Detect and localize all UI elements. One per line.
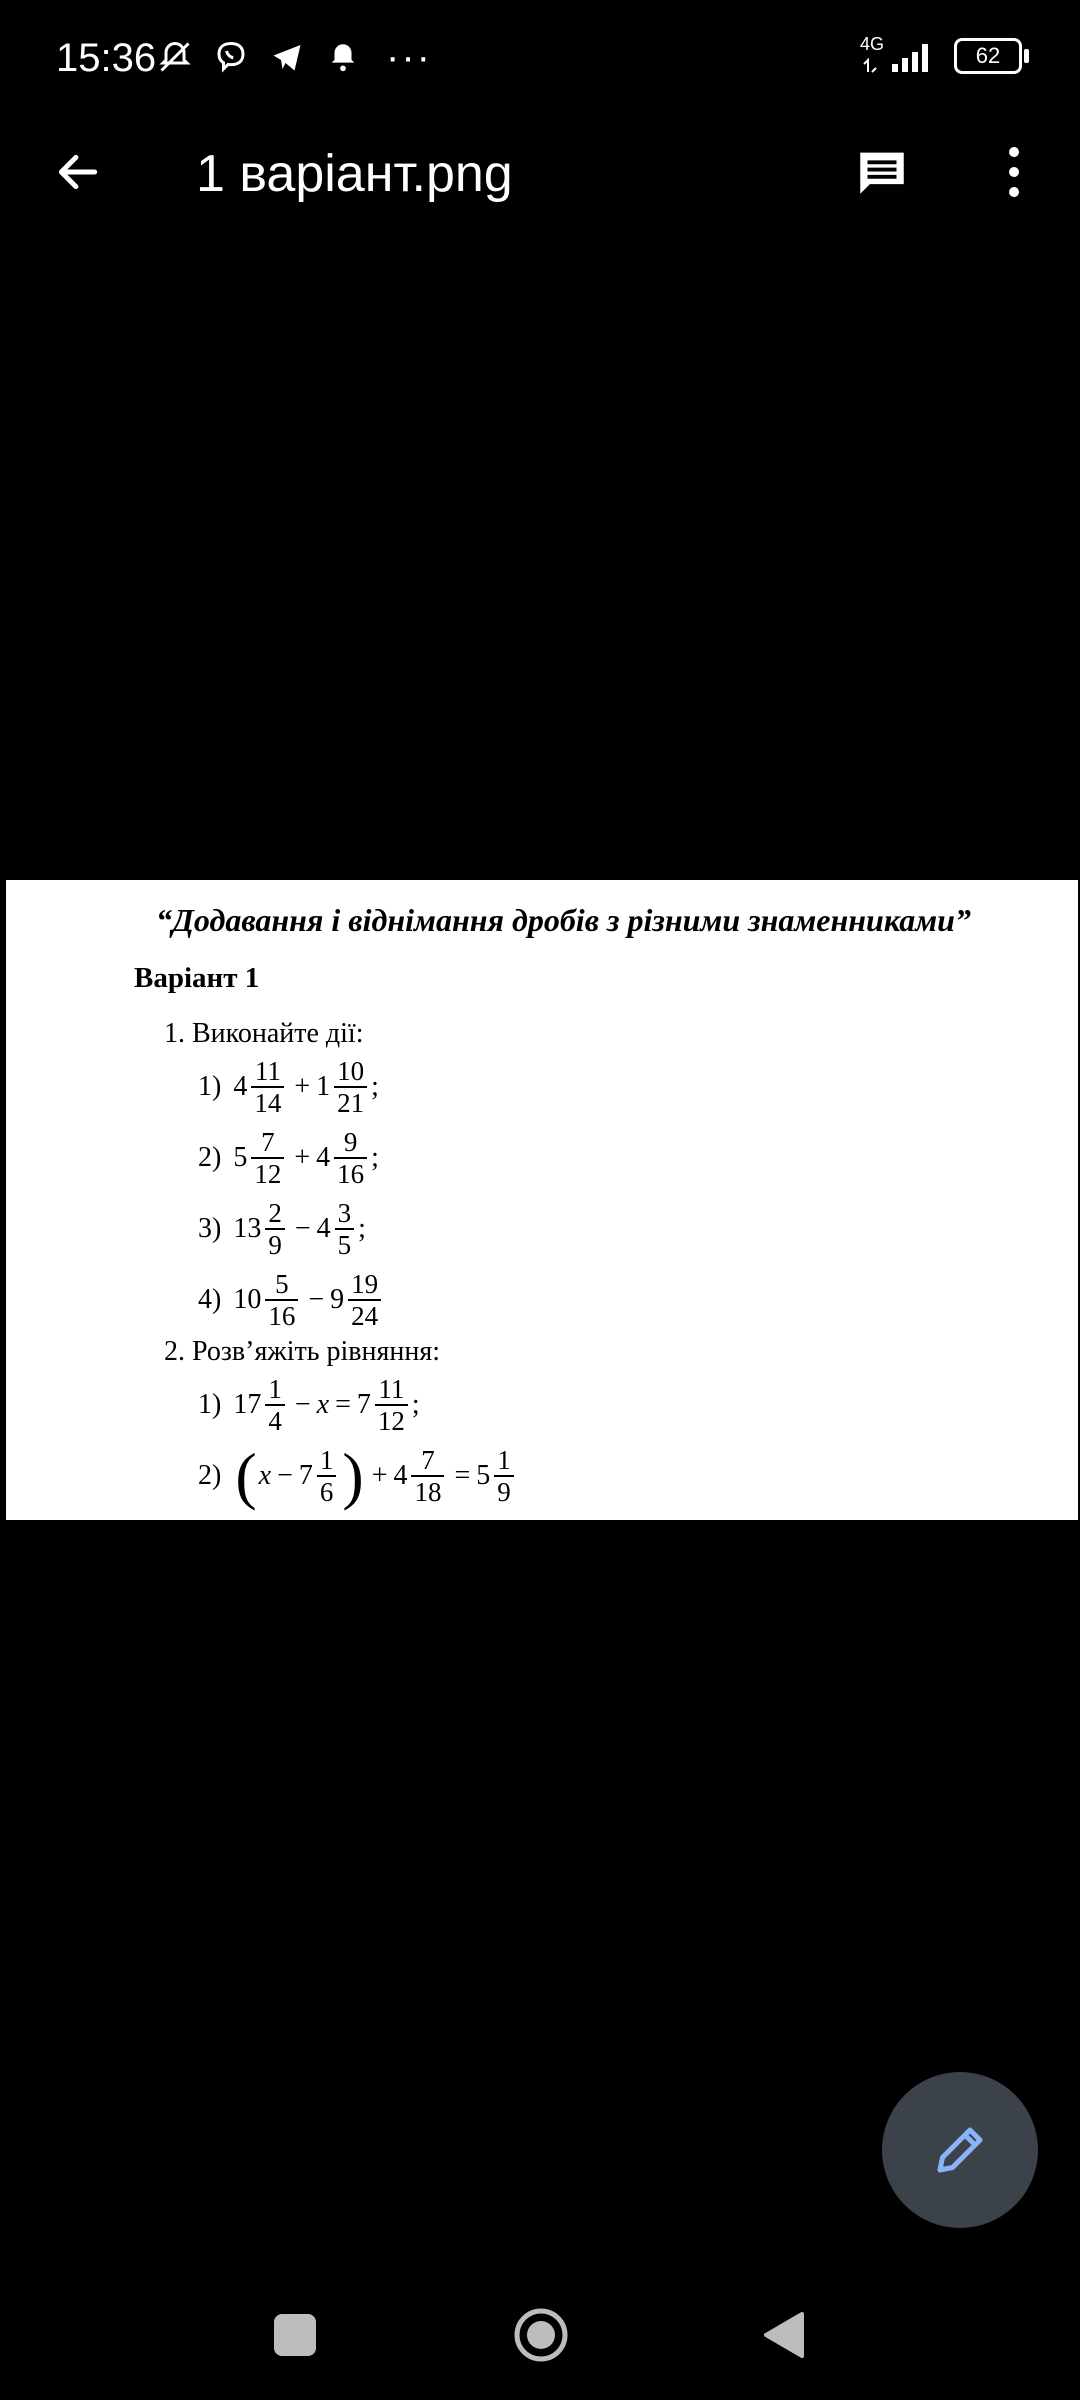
document-title: “Додавання і віднімання дробів з різними знаменниками” <box>156 902 971 938</box>
home-button[interactable] <box>514 2308 568 2362</box>
more-options-button[interactable] <box>984 136 1044 208</box>
status-bar <box>0 0 1080 120</box>
task-1-heading: 1. Виконайте дії: <box>164 1018 364 1049</box>
comment-icon <box>853 143 911 201</box>
navigation-bar <box>0 2280 1080 2400</box>
viber-icon <box>210 36 252 78</box>
battery-icon <box>954 38 1022 74</box>
more-vert-icon <box>1006 146 1022 198</box>
triangle-back-icon <box>760 2310 806 2360</box>
variant-heading: Варіант 1 <box>134 962 260 994</box>
task-2-heading: 2. Розв’яжіть рівняння: <box>164 1336 440 1367</box>
expression-1: 1) 4 $\frac{11}{14}$ + 1 $\frac{10}{21}$ ; <box>198 1056 379 1118</box>
equation-1: 1) 17 $\frac{1}{4}$ − x = 7 $\frac{11}{12}$ ; <box>198 1374 420 1436</box>
network-type: 4G <box>860 34 885 54</box>
more-notifications-icon: ··· <box>386 35 432 79</box>
home-icon <box>514 2308 568 2362</box>
expression-4: 4) 10 $\frac{5}{16}$ − 9 $\frac{19}{24}$ <box>198 1269 385 1331</box>
back-button[interactable] <box>46 140 110 204</box>
status-time: 15:36 <box>56 36 157 80</box>
app-bar <box>0 120 1080 220</box>
system-status <box>860 34 1022 74</box>
equation-2: 2) ( x − 7 $\frac{1}{6}$ ) + 4 $\frac{7}{18}$ = 5 $\frac{1}{9}$ <box>198 1445 518 1507</box>
pencil-icon <box>930 2120 990 2180</box>
bell-off-icon <box>154 36 196 78</box>
edit-button[interactable] <box>882 2072 1038 2228</box>
nav-back-button[interactable] <box>760 2310 806 2360</box>
signal-icon <box>860 34 934 74</box>
file-title: 1 варіант.png <box>196 145 513 203</box>
expression-3: 3) 13 $\frac{2}{9}$ − 4 $\frac{3}{5}$ ; <box>198 1198 366 1260</box>
arrow-back-icon <box>53 147 103 197</box>
document-image[interactable] <box>6 880 1078 1520</box>
expression-2: 2) 5 $\frac{7}{12}$ + 4 $\frac{9}{16}$ ; <box>198 1127 379 1189</box>
bell-icon <box>322 36 364 78</box>
comments-button[interactable] <box>846 136 918 208</box>
notification-icons <box>154 36 432 78</box>
telegram-icon <box>266 36 308 78</box>
recents-button[interactable] <box>274 2314 316 2356</box>
battery-level: 62 <box>975 43 1001 68</box>
